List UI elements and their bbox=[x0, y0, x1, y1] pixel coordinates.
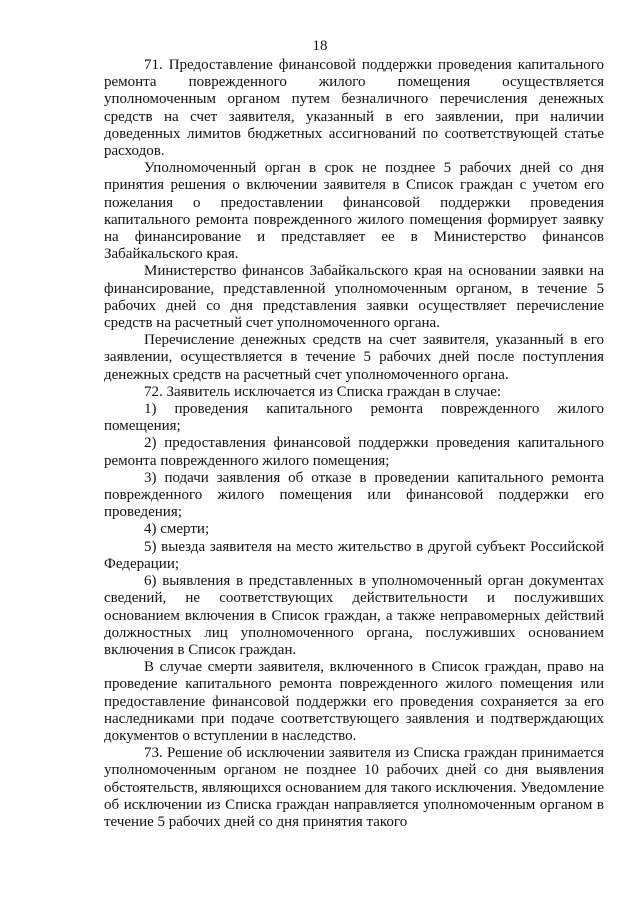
list-item-5: 5) выезда заявителя на место жительство в другой субъект Российской Федерации; bbox=[104, 538, 604, 572]
list-item-3: 3) подачи заявления об отказе в проведении капитального ремонта поврежденного жилого помещения или финансовой поддержки его проведения; bbox=[104, 469, 604, 521]
page-number: 18 bbox=[312, 38, 328, 54]
paragraph-financing-request: Уполномоченный орган в срок не позднее 5 рабочих дней со дня принятия решения о включении заявителя в Список граждан с учетом его пожелания о предоставлении финансовой поддержки проведения капитального ремонта поврежденного жилого помещения формирует заявку на финансирование и представляет ее в Министерство финансов Забайкальского края. bbox=[104, 160, 604, 263]
paragraph-ministry-transfer: Министерство финансов Забайкальского края на основании заявки на финансирование, представленной уполномоченным органом, в течение 5 рабочих дней со дня представления заявки осуществляет перечисление средств на расчетный счет уполномоченного органа. bbox=[104, 263, 604, 332]
document-body bbox=[104, 57, 604, 831]
list-item-6: 6) выявления в представленных в уполномоченный орган документах сведений, не соответствующих действительности и послуживших основанием включения в Список граждан, а также неправомерных действий должностных лиц уполномоченного органа, послуживших основанием включения в Список граждан. bbox=[104, 573, 604, 658]
paragraph-71-financial-support: 71. Предоставление финансовой поддержки проведения капитального ремонта поврежденного жилого помещения осуществляется уполномоченным органом путем безналичного перечисления денежных средств на счет заявителя, указанный в его заявлении, при наличии доведенных лимитов бюджетных ассигнований по соответствующей статье расходов. bbox=[104, 57, 604, 160]
paragraph-applicant-transfer: Перечисление денежных средств на счет заявителя, указанный в его заявлении, осуществляется в течение 5 рабочих дней после поступления денежных средств на расчетный счет уполномоченного органа. bbox=[104, 332, 604, 383]
paragraph-72-exclusion-cases: 72. Заявитель исключается из Списка граждан в случае: bbox=[144, 383, 502, 400]
paragraph-death-of-applicant: В случае смерти заявителя, включенного в Список граждан, право на проведение капитального ремонта поврежденного жилого помещения или предоставление финансовой поддержки его проведения сохраняется за его наследниками при подаче соответствующего заявления и подтверждающих документов о вступлении в наследство. bbox=[104, 659, 604, 744]
paragraph-73-exclusion-decision: 73. Решение об исключении заявителя из Списка граждан принимается уполномоченным органом не позднее 10 рабочих дней со дня выявления обстоятельств, являющихся основанием для такого исключения. Уведомление об исключении из Списка граждан направляется уполномоченным органом в течение 5 рабочих дней со дня принятия такого bbox=[104, 745, 604, 830]
list-item-1: 1) проведения капитального ремонта поврежденного жилого помещения; bbox=[104, 401, 604, 435]
list-item-2: 2) предоставления финансовой поддержки проведения капитального ремонта поврежденного жилого помещения; bbox=[104, 435, 604, 469]
list-item-4: 4) смерти; bbox=[144, 521, 210, 538]
